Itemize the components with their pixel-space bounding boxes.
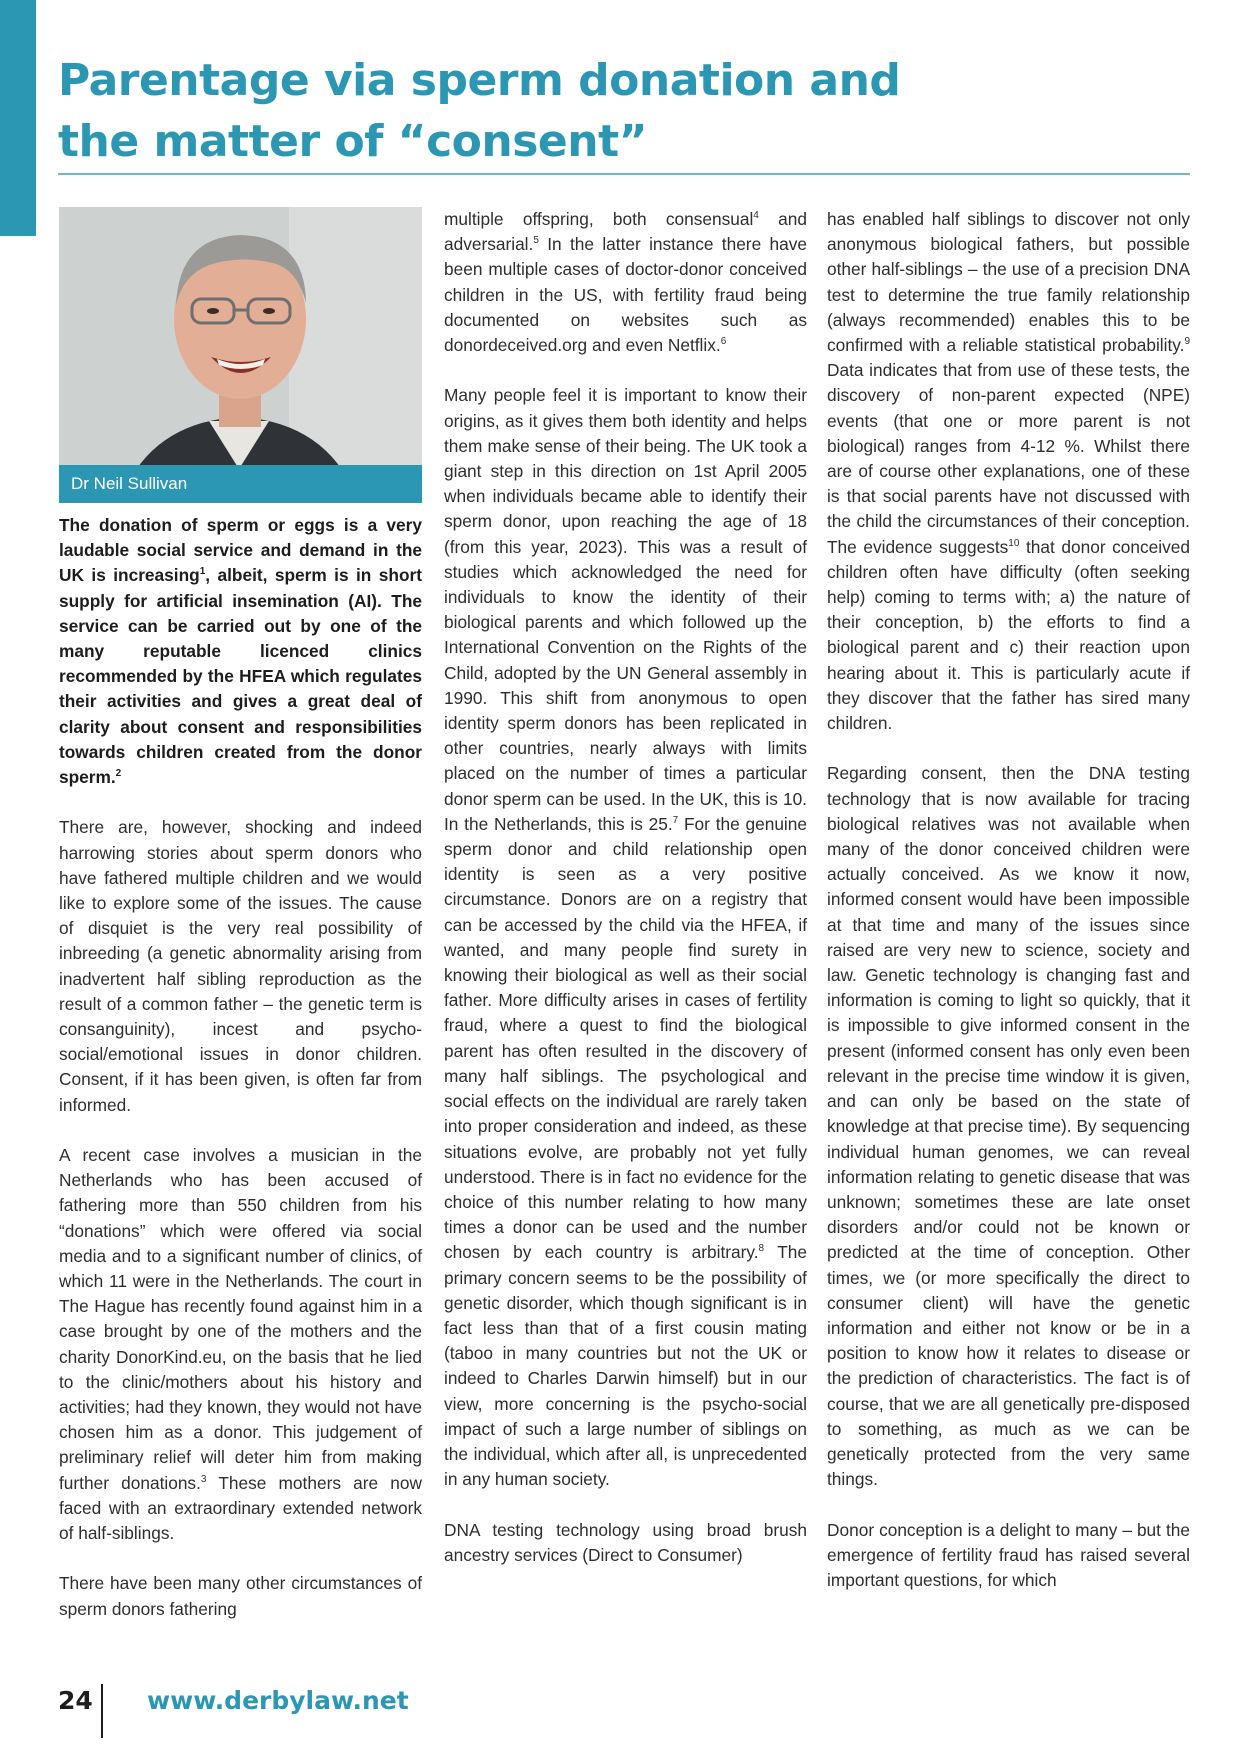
body-paragraph: multiple offspring, both consensual$^4$ and adversarial.$^5$ In the latter instance there have been multiple cases of doctor-donor conceived children in the US, with fertility fraud being documented on websites such as donordeceived.org and even Netflix.$^6$ bbox=[444, 209, 807, 356]
website-link[interactable]: www.derbylaw.net bbox=[147, 1686, 409, 1715]
author-photo bbox=[59, 207, 422, 503]
title-line-1: Parentage via sperm donation and bbox=[58, 55, 901, 106]
body-paragraph: DNA testing technology using broad brush ancestry services (Direct to Consumer) bbox=[444, 1519, 807, 1565]
article-title bbox=[58, 50, 958, 172]
body-paragraph: Regarding consent, then the DNA testing technology that is now available for tracing biological relatives was not available when many of the donor conceived children were actually conceived. As we know it now, informed consent would have been impossible at that time and many of the issues since raised are very new to science, society and law. Genetic technology is changing fast and information is coming to light so quickly, that it is impossible to give informed consent in the present (informed consent has only even been relevant in the precise time window it is given, and can only be based on the state of knowledge at that precise time). By sequencing individual human genomes, we can reveal information relating to genetic disease that was unknown; sometimes these are late onset disorders and/or could not be known or predicted at the time of conception. Other times, we (or more specifically the direct to consumer client) will have the genetic information and either not know or be in a position to know how it relates to disease or the prediction of characteristics. The fact is of course, that we are all genetically pre-disposed to something, as much as we can be genetically protected from the very same things. bbox=[827, 763, 1190, 1490]
lead-paragraph: The donation of sperm or eggs is a very laudable social service and demand in the UK is increasing$^1$, albeit, sperm is in short supply for artificial insemination (AI). The service can be carried out by one of the many reputable licenced clinics recommended by the HFEA which regulates their activities and gives a great deal of clarity about consent and responsibilities towards children created from the donor sperm.$^2$ bbox=[59, 515, 422, 788]
column-3 bbox=[827, 207, 1190, 1593]
footer-divider bbox=[101, 1684, 103, 1738]
portrait-illustration bbox=[59, 207, 422, 503]
title-line-2: the matter of “consent” bbox=[58, 116, 648, 167]
body-paragraph: has enabled half siblings to discover not only anonymous biological fathers, but possible other half-siblings – the use of a precision DNA test to determine the true family relationship (always recommended) enables this to be confirmed with a reliable statistical probability.$^9$ Data indicates that from use of these tests, the discovery of non-parent expected (NPE) events (that one or more parent is not biological) ranges from 4-12 %. Whilst there are of course other explanations, one of these is that social parents have not discussed with the child the circumstances of their conception. The evidence suggests$^{10}$ that donor conceived children often have difficulty (often seeking help) coming to terms with; a) the nature of their conception, b) the efforts to find a biological parent and c) their reaction upon hearing about it. This is particularly acute if they discover that the father has sired many children. bbox=[827, 209, 1190, 734]
photo-caption-bar bbox=[59, 465, 422, 503]
body-paragraph: There have been many other circumstances of sperm donors fathering bbox=[59, 1573, 422, 1619]
body-paragraph: There are, however, shocking and indeed harrowing stories about sperm donors who have fathered multiple children and we would like to explore some of the issues. The cause of disquiet is the very real possibility of inbreeding (a genetic abnormality arising from inadvertent half sibling reproduction as the result of a common father – the genetic term is consanguinity), incest and psycho-social/emotional issues in donor children. Consent, if it has been given, is often far from informed. bbox=[59, 817, 422, 1115]
column-2 bbox=[444, 207, 807, 1568]
accent-bar bbox=[0, 0, 36, 236]
page-number: 24 bbox=[58, 1686, 93, 1715]
body-paragraph: Many people feel it is important to know their origins, as it gives them both identity and helps them make sense of their being. The UK took a giant step in this direction on 1st April 2005 when individuals became able to identify their sperm donor, upon reaching the age of 18 (from this year, 2023). This was a result of studies which acknowledged the need for individuals to know the identity of their biological parents and which followed up the International Convention on the Rights of the Child, adopted by the UN General assembly in 1990. This shift from anonymous to open identity sperm donors has been replicated in other countries, nearly always with limits placed on the number of times a particular donor sperm can be used. In the UK, this is 10. In the Netherlands, this is 25.$^7$ For the genuine sperm donor and child relationship open identity is seen as a very positive circumstance. Donors are on a registry that can be accessed by the child via the HFEA, if wanted, and many people find surety in knowing their biological as well as their social father. More difficulty arises in cases of fertility fraud, where a quest to find the biological parent has often resulted in the discovery of many half siblings. The psychological and social effects on the individual are rarely taken into proper consideration and indeed, as these situations evolve, are probably not yet fully understood. There is in fact no evidence for the choice of this number relating to how many times a donor can be used and the number chosen by each country is arbitrary.$^8$ The primary concern seems to be the possibility of genetic disorder, which though significant is in fact less than that of a first cousin mating (taboo in many countries but not the UK or indeed to Charles Darwin himself) but in our view, more concerning is the psycho-social impact of such a large number of siblings on the individual, which after all, is unprecedented in any human society. bbox=[444, 385, 807, 1490]
body-paragraph: A recent case involves a musician in the Netherlands who has been accused of fathering more than 550 children from his “donations” which were offered via social media and to a significant number of clinics, of which 11 were in the Netherlands. The court in The Hague has recently found against him in a case brought by one of the mothers and the charity DonorKind.eu, on the basis that he lied to the clinic/mothers about his history and activities; had they known, they would not have chosen him as a donor. This judgement of preliminary relief will deter him from making further donations.$^3$ These mothers are now faced with an extraordinary extended network of half-siblings. bbox=[59, 1145, 423, 1544]
body-paragraph: Donor conception is a delight to many – but the emergence of fertility fraud has raised several important questions, for which bbox=[827, 1519, 1190, 1590]
photo-caption: Dr Neil Sullivan bbox=[71, 474, 188, 493]
title-divider bbox=[58, 173, 1190, 175]
column-1 bbox=[59, 207, 422, 1622]
